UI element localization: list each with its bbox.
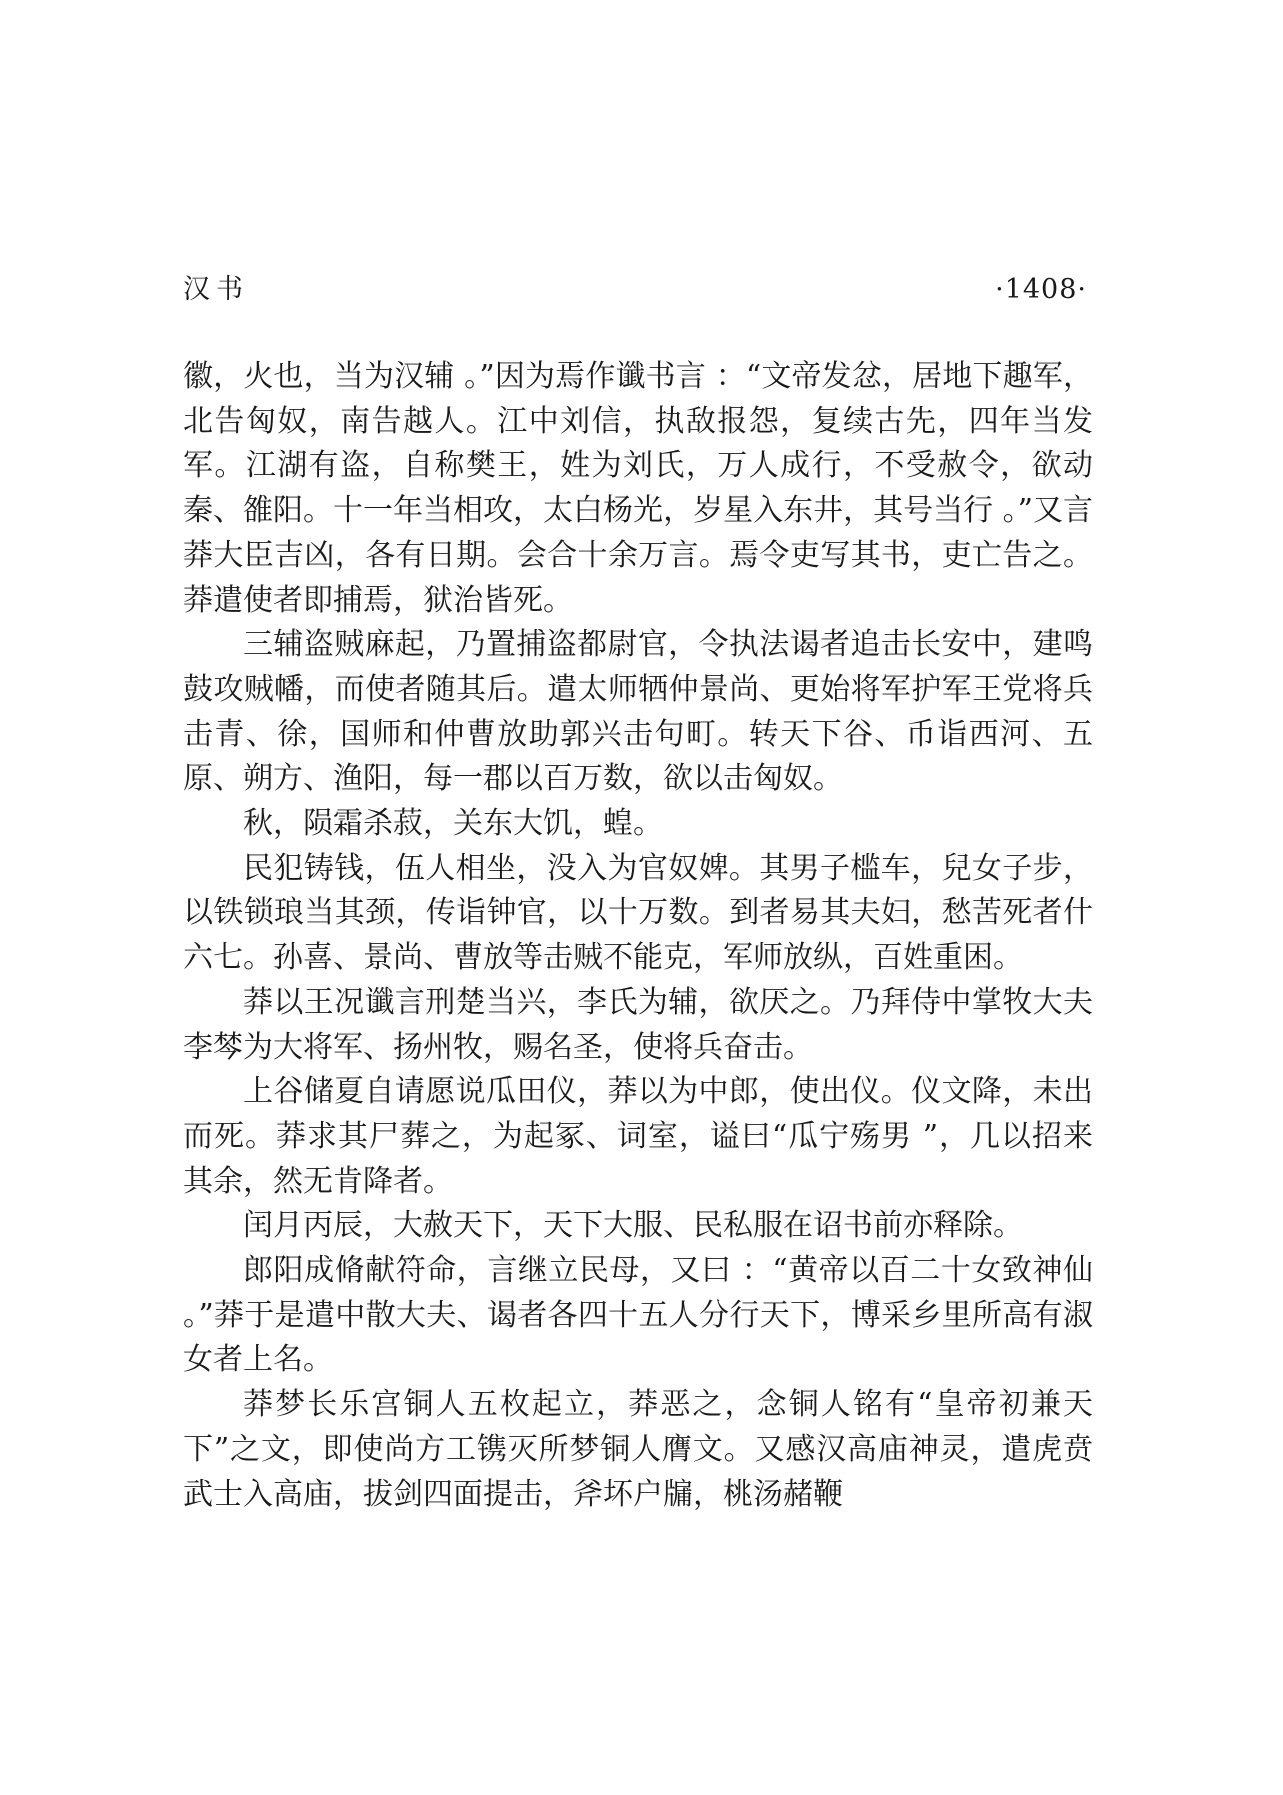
- running-title: 汉书: [183, 274, 249, 305]
- paragraph: 徽，火也，当为汉辅 。”因为焉作谶书言 ：“文帝发忿，居地下趣军，北告匈奴，南告越人。江中刘信，执敌报怨，复续古先，四年当发军。江湖有盗，自称樊王，姓为刘氏，万人成行，不受赦令，欲动秦、雒阳。十一年当相攻，太白杨光，岁星入东井，其号当行 。”又言莽大臣吉凶，各有日期。会合十余万言。焉令吏写其书，吏亡告之。莽遣使者即捕焉，狱治皆死。: [183, 359, 1093, 618]
- paragraph: 莽梦长乐宫铜人五枚起立，莽恶之，念铜人铭有“皇帝初兼天下”之文，即使尚方工镌灭所梦铜人膺文。又感汉高庙神灵，遣虎贲武士入高庙，拔剑四面提击，斧坏户牖，桃汤赭鞭: [183, 1387, 1093, 1512]
- paragraph: 三辅盗贼麻起，乃置捕盗都尉官，令执法谒者追击长安中，建鸣鼓攻贼幡，而使者随其后。遣太师牺仲景尚、更始将军护军王党将兵击青、徐，国师和仲曹放助郭兴击句町。转天下谷、币诣西河、五原、朔方、渔阳，每一郡以百万数，欲以击匈奴。: [183, 627, 1093, 797]
- paragraph: 闰月丙辰，大赦天下，天下大服、民私服在诏书前亦释除。: [243, 1208, 1023, 1244]
- body-text: [183, 355, 1093, 1517]
- paragraph: 秋，陨霜杀菽，关东大饥，蝗。: [243, 806, 663, 842]
- paragraph: 民犯铸钱，伍人相坐，没入为官奴婢。其男子槛车，兒女子步，以铁锁琅当其颈，传诣钟官，以十万数。到者易其夫妇，愁苦死者什六七。孙喜、景尚、曹放等击贼不能克，军师放纵，百姓重困。: [183, 850, 1093, 976]
- paragraph: 莽以王况谶言刑楚当兴，李氏为辅，欲厌之。乃拜侍中掌牧大夫李棽为大将军、扬州牧，赐名圣，使将兵奋击。: [183, 984, 1093, 1065]
- paragraph: 上谷储夏自请愿说瓜田仪，莽以为中郎，使出仪。仪文降，未出而死。莽求其尸葬之，为起冢、词室，谥曰“瓜宁殇男 ”，几以招来其余，然无肯降者。: [183, 1074, 1093, 1199]
- page-number: ·1408·: [995, 274, 1087, 305]
- paragraph: 郎阳成脩献符命，言继立民母，又曰 ：“黄帝以百二十女致神仙 。”莽于是遣中散大夫、谒者各四十五人分行天下，博采乡里所高有淑女者上名。: [183, 1253, 1093, 1378]
